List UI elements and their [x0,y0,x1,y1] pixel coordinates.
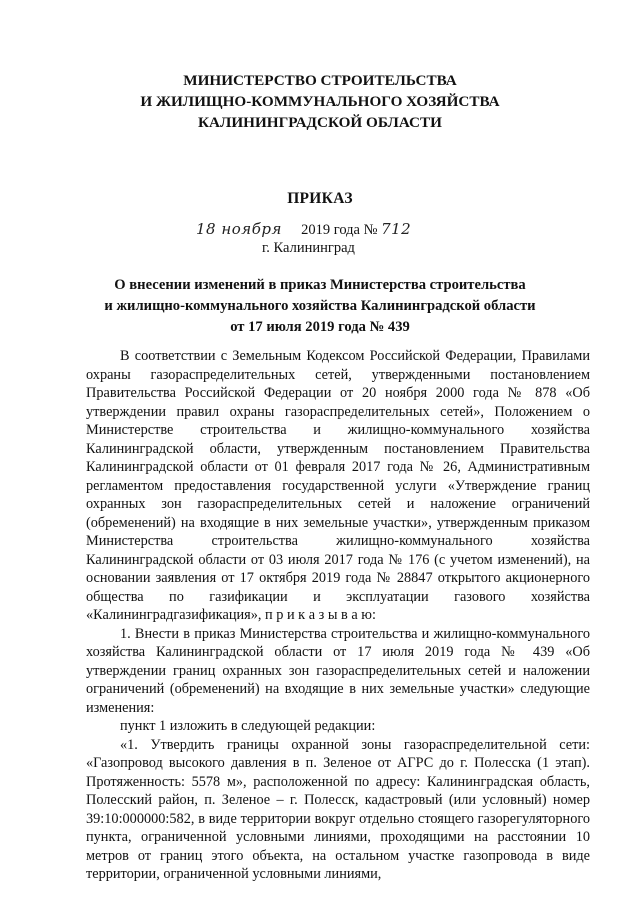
subject-line-3: от 17 июля 2019 года № 439 [230,319,410,335]
ministry-line-2: И ЖИЛИЩНО-КОММУНАЛЬНОГО ХОЗЯЙСТВА [140,93,500,110]
subject-line-2: и жилищно-коммунального хозяйства Калининградской области [104,298,536,314]
handwritten-date: 18 ноября [196,220,282,238]
document-type: ПРИКАЗ [287,190,353,207]
handwritten-order-number: 712 [381,220,412,238]
order-subject [90,275,550,338]
paragraph-item-1: 1. Внести в приказ Министерства строительства и жилищно-коммунального хозяйства Калининградской области от 17 июля 2019 года № 439 «Об утверждении границ охранных зон газораспределительных сетей и наложении ограничений (обременений) на входящие в них земельные участки» следующие изменения: [86,625,590,716]
order-body [86,347,590,884]
ministry-header [90,70,550,133]
city-label: г. Калининград [262,240,355,256]
paragraph-point-1-intro: пункт 1 изложить в следующей редакции: [120,718,376,734]
subject-line-1: О внесении изменений в приказ Министерства строительства [114,277,526,293]
paragraph-point-1-text: «1. Утвердить границы охранной зоны газораспределительной сети: «Газопровод высокого давления в п. Зеленое от АГРС до г. Полесска (1 этап). Протяженность: 5578 м», расположенной по адресу: Калининградская область, Полесский район, п. Зеленое – г. Полесск, кадастровый (или условный) номер 39:10:000000:582, в виде территории вокруг отдельно стоящего газорегуляторного пункта, ограниченной условными линиями, проходящими на расстоянии 10 метров от границ этого объекта, на остальном участке газопровода в виде территории, ограниченной условными линиями, [86,736,590,882]
ministry-line-1: МИНИСТЕРСТВО СТРОИТЕЛЬСТВА [183,72,457,89]
ministry-line-3: КАЛИНИНГРАДСКОЙ ОБЛАСТИ [198,114,442,131]
paragraph-preamble: В соответствии с Земельным Кодексом Российской Федерации, Правилами охраны газораспределительных сетей, утвержденными постановлением Правительства Российской Федерации от 20 ноября 2000 года № 878 «Об утверждении правил охраны газораспределительных сетей», Положением о Министерстве строительства и жилищно-коммунального хозяйства Калининградской области, утвержденным постановлением Правительства Калининградской области от 01 февраля 2017 года № 26, Административным регламентом предоставления государственной услуги «Утверждение границ охранных зон газораспределительных сетей и наложение ограничений (обременений) на входящие в них земельные участки», утвержденным приказом Министерства строительства жилищно-коммунального хозяйства Калининградской области от 03 июля 2017 года № 176 (с учетом изменений), на основании заявления от 17 октября 2019 года № 28847 открытого акционерного общества по газификации и эксплуатации газового хозяйства «Калининградгазификация», п р и к а з ы в а ю: [86,348,590,623]
order-year-label: 2019 года № [301,222,378,238]
order-date-line [196,220,411,239]
